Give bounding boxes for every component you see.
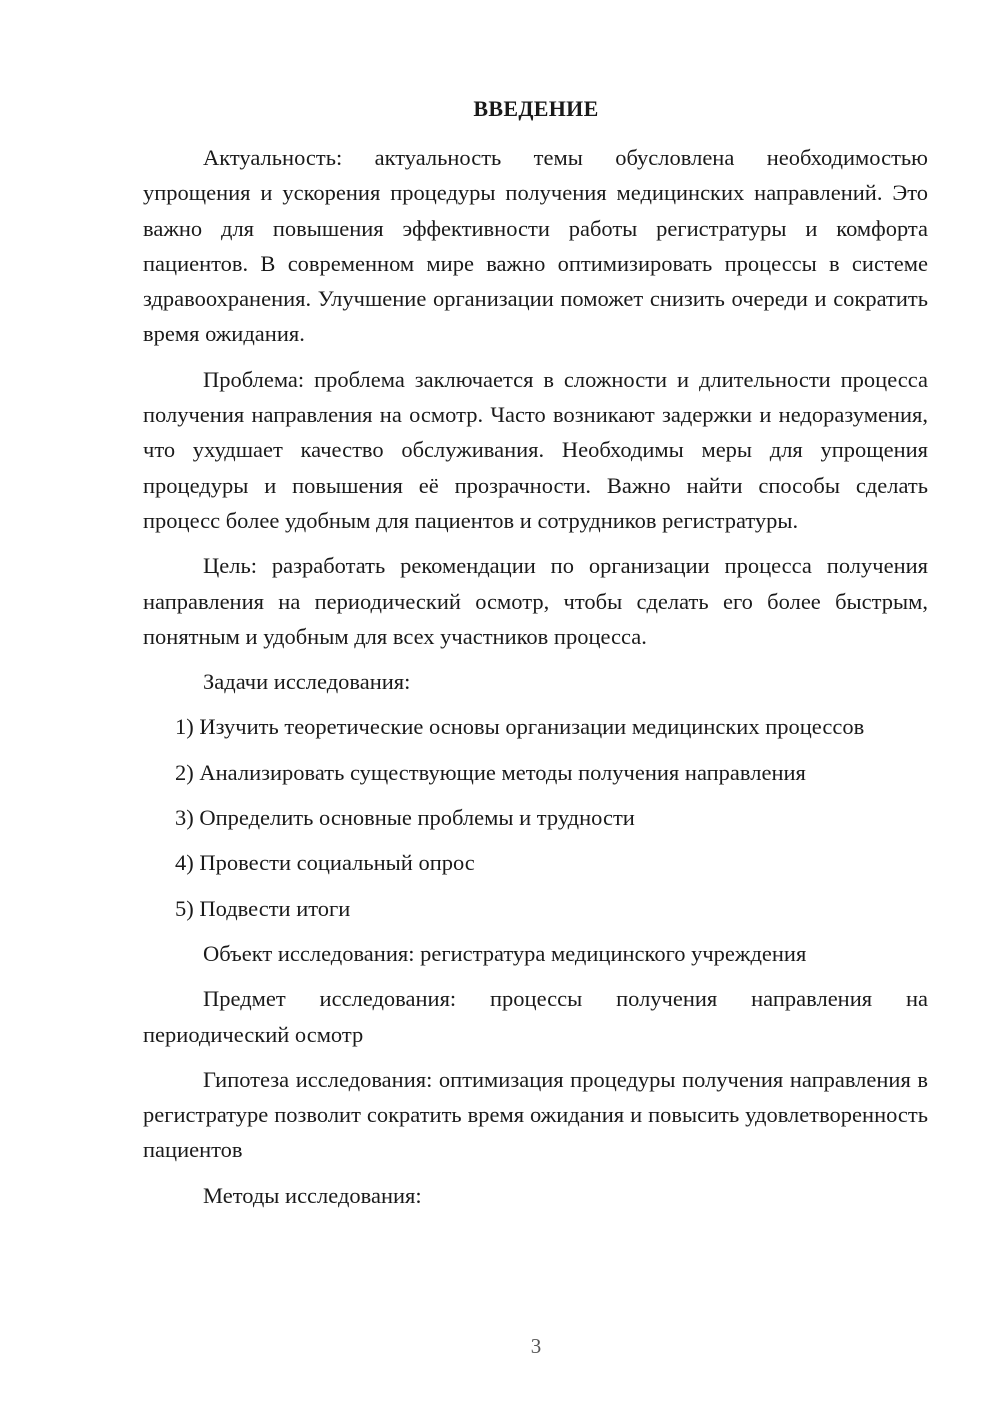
- paragraph-subject: Предмет исследования: процессы получения направления на периодический осмотр: [143, 986, 928, 1047]
- page-title: ВВЕДЕНИЕ: [473, 96, 599, 121]
- paragraph-problem: Проблема: проблема заключается в сложности и длительности процесса получения направления на осмотр. Часто возникают задержки и недоразумения, что ухудшает качество обслуживания. Необходимы меры для упрощения процедуры и повышения её прозрачности. Важно найти способы сделать процесс более удобным для пациентов и сотрудников регистратуры.: [143, 366, 928, 533]
- list-item: 1) Изучить теоретические основы организации медицинских процессов: [175, 714, 865, 740]
- tasks-heading: Задачи исследования:: [203, 669, 411, 695]
- paragraph-object: Объект исследования: регистратура медицинского учреждения: [203, 940, 807, 966]
- tasks-list: [143, 709, 928, 925]
- page-number: 3: [530, 1334, 542, 1358]
- document-body: [143, 140, 928, 1223]
- paragraph-goal: Цель: разработать рекомендации по организации процесса получения направления на периодический осмотр, чтобы сделать его более быстрым, понятным и удобным для всех участников процесса.: [143, 553, 928, 649]
- list-item: 4) Провести социальный опрос: [175, 850, 475, 876]
- list-item: 5) Подвести итоги: [175, 895, 351, 921]
- paragraph-hypothesis: Гипотеза исследования: оптимизация процедуры получения направления в регистратуре позволит сократить время ожидания и повысить удовлетворенность пациентов: [143, 1066, 928, 1163]
- paragraph-relevance: Актуальность: актуальность темы обусловлена необходимостью упрощения и ускорения процедуры получения медицинских направлений. Это важно для повышения эффективности работы регистратуры и комфорта пациентов. В современном мире важно оптимизировать процессы в системе здравоохранения. Улучшение организации поможет снизить очереди и сократить время ожидания.: [143, 145, 928, 347]
- list-item: 3) Определить основные проблемы и трудности: [175, 805, 635, 831]
- list-item: 2) Анализировать существующие методы получения направления: [175, 759, 806, 785]
- paragraph-methods: Методы исследования:: [203, 1182, 422, 1208]
